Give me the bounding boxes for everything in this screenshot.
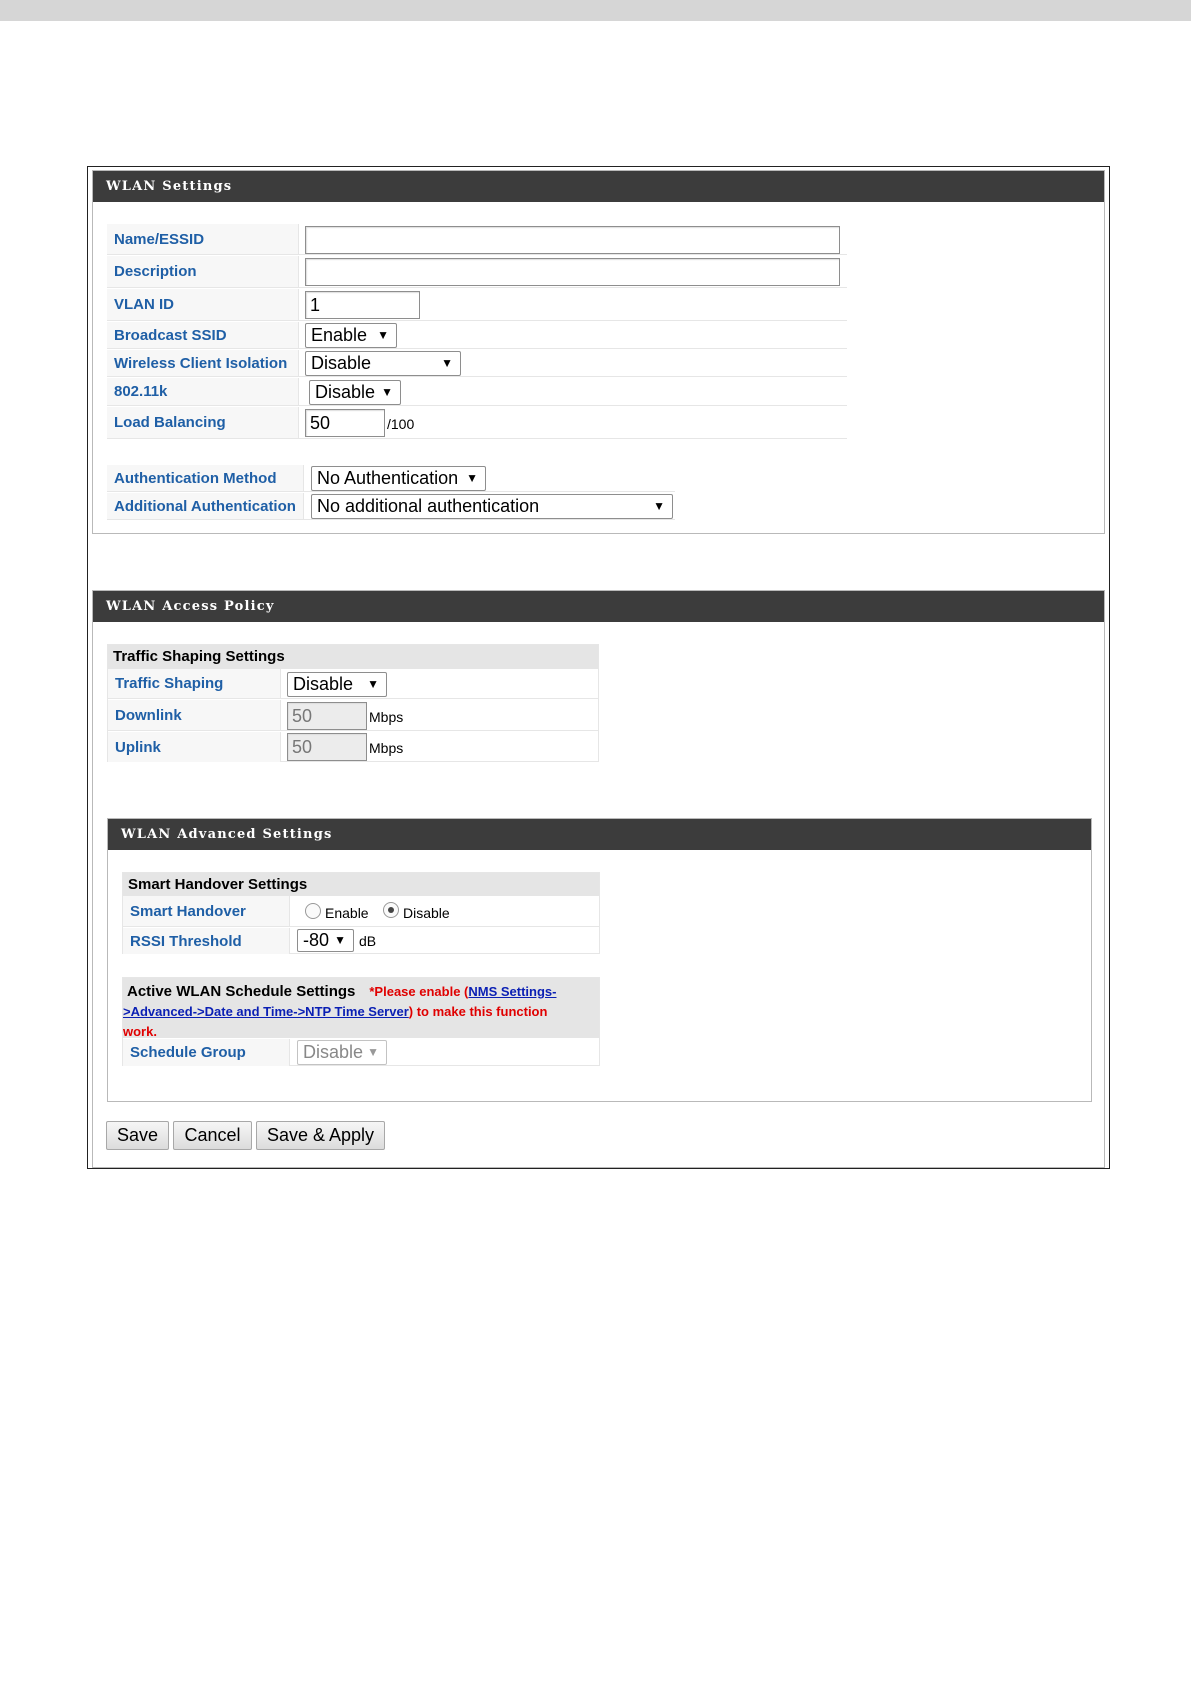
label-schedule-group: Schedule Group [123,1039,290,1066]
triangle-down-icon: ▼ [377,328,389,342]
cancel-button[interactable]: Cancel [173,1121,252,1150]
additional-auth-select[interactable] [311,494,673,519]
schedule-heading-block [123,978,599,1038]
ntp-time-server-link[interactable]: >Advanced->Date and Time->NTP Time Server [123,1004,409,1019]
downlink-unit: Mbps [369,709,404,725]
triangle-down-icon: ▼ [441,356,453,370]
page-top-bar [0,0,1191,21]
label-uplink: Uplink [108,732,281,762]
rssi-threshold-value: -80 [303,930,330,950]
label-additional-auth: Additional Authentication [107,493,304,519]
wlan-settings-table [107,224,847,439]
triangle-down-icon: ▼ [653,499,665,513]
downlink-input[interactable]: 50 [287,702,367,730]
vlan-id-input[interactable]: 1 [305,291,420,319]
label-traffic-shaping: Traffic Shaping [108,669,281,698]
schedule-note-prefix: *Please enable ( [369,984,469,999]
row-rssi-threshold [123,928,599,954]
name-essid-input[interactable] [305,226,840,254]
traffic-shaping-heading: Traffic Shaping Settings [108,645,598,669]
row-additional-auth [107,493,675,520]
smart-handover-enable-label: Enable [325,905,369,921]
label-broadcast-ssid: Broadcast SSID [107,322,299,348]
label-downlink: Downlink [108,700,281,730]
label-description: Description [107,256,299,287]
row-uplink [108,732,598,762]
label-smart-handover: Smart Handover [123,896,290,926]
uplink-unit: Mbps [369,740,404,756]
access-policy-title: WLAN Access Policy [93,591,1104,622]
label-client-isolation: Wireless Client Isolation [107,350,299,376]
schedule-note-mid: ) to make this function [408,1004,548,1019]
wlan-settings-panel [92,170,1105,534]
smart-handover-disable-radio[interactable] [383,902,399,918]
save-apply-button[interactable]: Save & Apply [256,1121,385,1150]
rssi-threshold-select[interactable] [297,929,354,952]
triangle-down-icon: ▼ [466,471,478,485]
access-policy-panel [92,590,1105,1168]
row-load-balancing [107,407,847,439]
dot11k-value: Disable [315,382,376,402]
traffic-shaping-table [107,644,599,762]
smart-handover-heading: Smart Handover Settings [123,873,599,896]
smart-handover-disable-label: Disable [403,905,450,921]
schedule-note-end: work. [123,1024,157,1039]
row-name-essid [107,224,847,255]
label-rssi-threshold: RSSI Threshold [123,928,290,954]
label-dot11k: 802.11k [107,378,299,405]
row-traffic-shaping [108,669,598,699]
triangle-down-icon: ▼ [367,1045,379,1059]
client-isolation-select[interactable] [305,351,461,376]
schedule-table [122,977,600,1066]
schedule-group-select[interactable] [297,1040,387,1065]
broadcast-ssid-value: Enable [311,325,368,345]
uplink-input[interactable]: 50 [287,733,367,761]
schedule-heading: Active WLAN Schedule Settings [127,983,356,1000]
load-balancing-input[interactable]: 50 [305,409,385,437]
triangle-down-icon: ▼ [334,933,346,947]
label-load-balancing: Load Balancing [107,407,299,438]
smart-handover-enable-radio[interactable] [305,903,321,919]
traffic-shaping-value: Disable [293,674,354,694]
auth-method-select[interactable] [311,466,486,491]
client-isolation-value: Disable [311,353,372,373]
additional-auth-value: No additional authentication [317,496,540,516]
row-vlan-id [107,289,847,321]
row-smart-handover [123,896,599,927]
row-schedule-group [123,1039,599,1066]
nms-settings-link[interactable]: NMS Settings- [468,984,557,999]
triangle-down-icon: ▼ [367,677,379,691]
wlan-settings-title: WLAN Settings [93,171,1104,202]
label-name-essid: Name/ESSID [107,224,299,254]
load-balancing-suffix: /100 [387,416,415,432]
row-auth-method [107,465,675,492]
advanced-settings-title: WLAN Advanced Settings [108,819,1091,850]
row-broadcast-ssid [107,322,847,349]
triangle-down-icon: ▼ [381,385,393,399]
row-description [107,256,847,288]
traffic-shaping-select[interactable] [287,672,387,697]
smart-handover-table [122,872,600,954]
content-frame [87,166,1110,1169]
label-vlan-id: VLAN ID [107,289,299,320]
row-client-isolation [107,350,847,377]
auth-table [107,465,675,521]
advanced-settings-panel [107,818,1092,1102]
broadcast-ssid-select[interactable] [305,323,397,348]
dot11k-select[interactable] [309,380,401,405]
schedule-group-value: Disable [303,1042,364,1062]
row-dot11k [107,378,847,406]
auth-method-value: No Authentication [317,468,459,488]
save-button[interactable]: Save [106,1121,169,1150]
row-downlink [108,700,598,731]
label-auth-method: Authentication Method [107,465,304,491]
rssi-threshold-unit: dB [359,933,377,949]
description-input[interactable] [305,258,840,286]
